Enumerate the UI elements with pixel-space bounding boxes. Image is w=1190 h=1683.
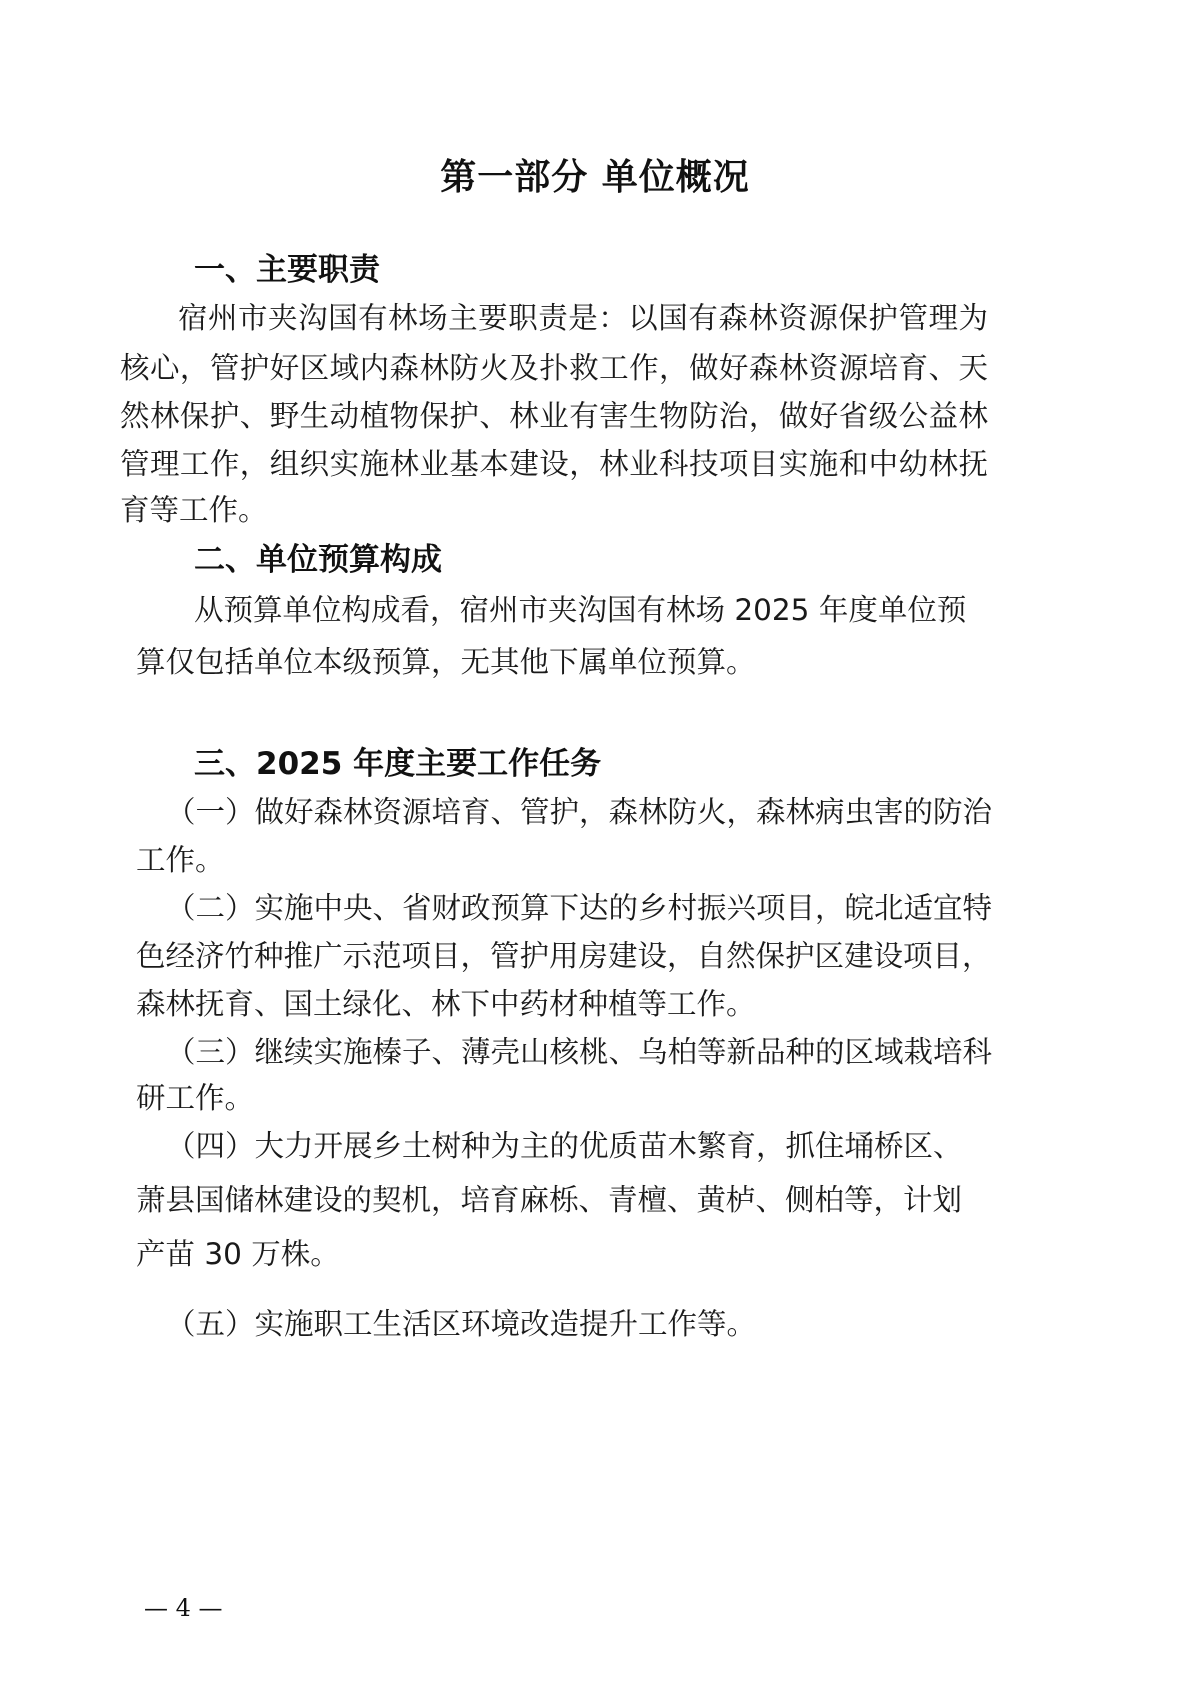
section-heading-duties: 一、主要职责 bbox=[194, 252, 380, 288]
section-heading-work-tasks: 三、2025 年度主要工作任务 bbox=[194, 746, 602, 782]
task-line: （一）做好森林资源培育、管护，森林防火，森林病虫害的防治 bbox=[166, 795, 993, 829]
paragraph-line: 宿州市夹沟国有林场主要职责是：以国有森林资源保护管理为 bbox=[178, 301, 988, 335]
task-line: 萧县国储林建设的契机，培育麻栎、青檀、黄栌、侧柏等，计划 bbox=[136, 1183, 963, 1217]
section-heading-budget-composition: 二、单位预算构成 bbox=[194, 542, 442, 578]
paragraph-line: 育等工作。 bbox=[120, 493, 268, 527]
task-line: 工作。 bbox=[136, 843, 225, 877]
paragraph-line: 算仅包括单位本级预算，无其他下属单位预算。 bbox=[136, 645, 756, 679]
paragraph-line: 然林保护、野生动植物保护、林业有害生物防治，做好省级公益林 bbox=[120, 399, 988, 433]
paragraph-line: 从预算单位构成看，宿州市夹沟国有林场 2025 年度单位预 bbox=[194, 593, 967, 627]
task-line: 产苗 30 万株。 bbox=[136, 1237, 340, 1271]
task-line: （三）继续实施榛子、薄壳山核桃、乌柏等新品种的区域栽培科 bbox=[166, 1035, 993, 1069]
task-line: 森林抚育、国土绿化、林下中药材种植等工作。 bbox=[136, 987, 756, 1021]
paragraph-line: 管理工作，组织实施林业基本建设，林业科技项目实施和中幼林抚 bbox=[120, 447, 988, 481]
task-line: 色经济竹种推广示范项目，管护用房建设，自然保护区建设项目， bbox=[136, 939, 992, 973]
task-line: 研工作。 bbox=[136, 1081, 255, 1115]
page-number: — 4 — bbox=[144, 1594, 223, 1622]
task-line: （五）实施职工生活区环境改造提升工作等。 bbox=[166, 1307, 757, 1341]
task-line: （二）实施中央、省财政预算下达的乡村振兴项目，皖北适宜特 bbox=[166, 891, 993, 925]
task-line: （四）大力开展乡土树种为主的优质苗木繁育，抓住埇桥区、 bbox=[166, 1129, 963, 1163]
page-title: 第一部分 单位概况 bbox=[440, 156, 750, 198]
paragraph-line: 核心，管护好区域内森林防火及扑救工作，做好森林资源培育、天 bbox=[120, 351, 988, 385]
